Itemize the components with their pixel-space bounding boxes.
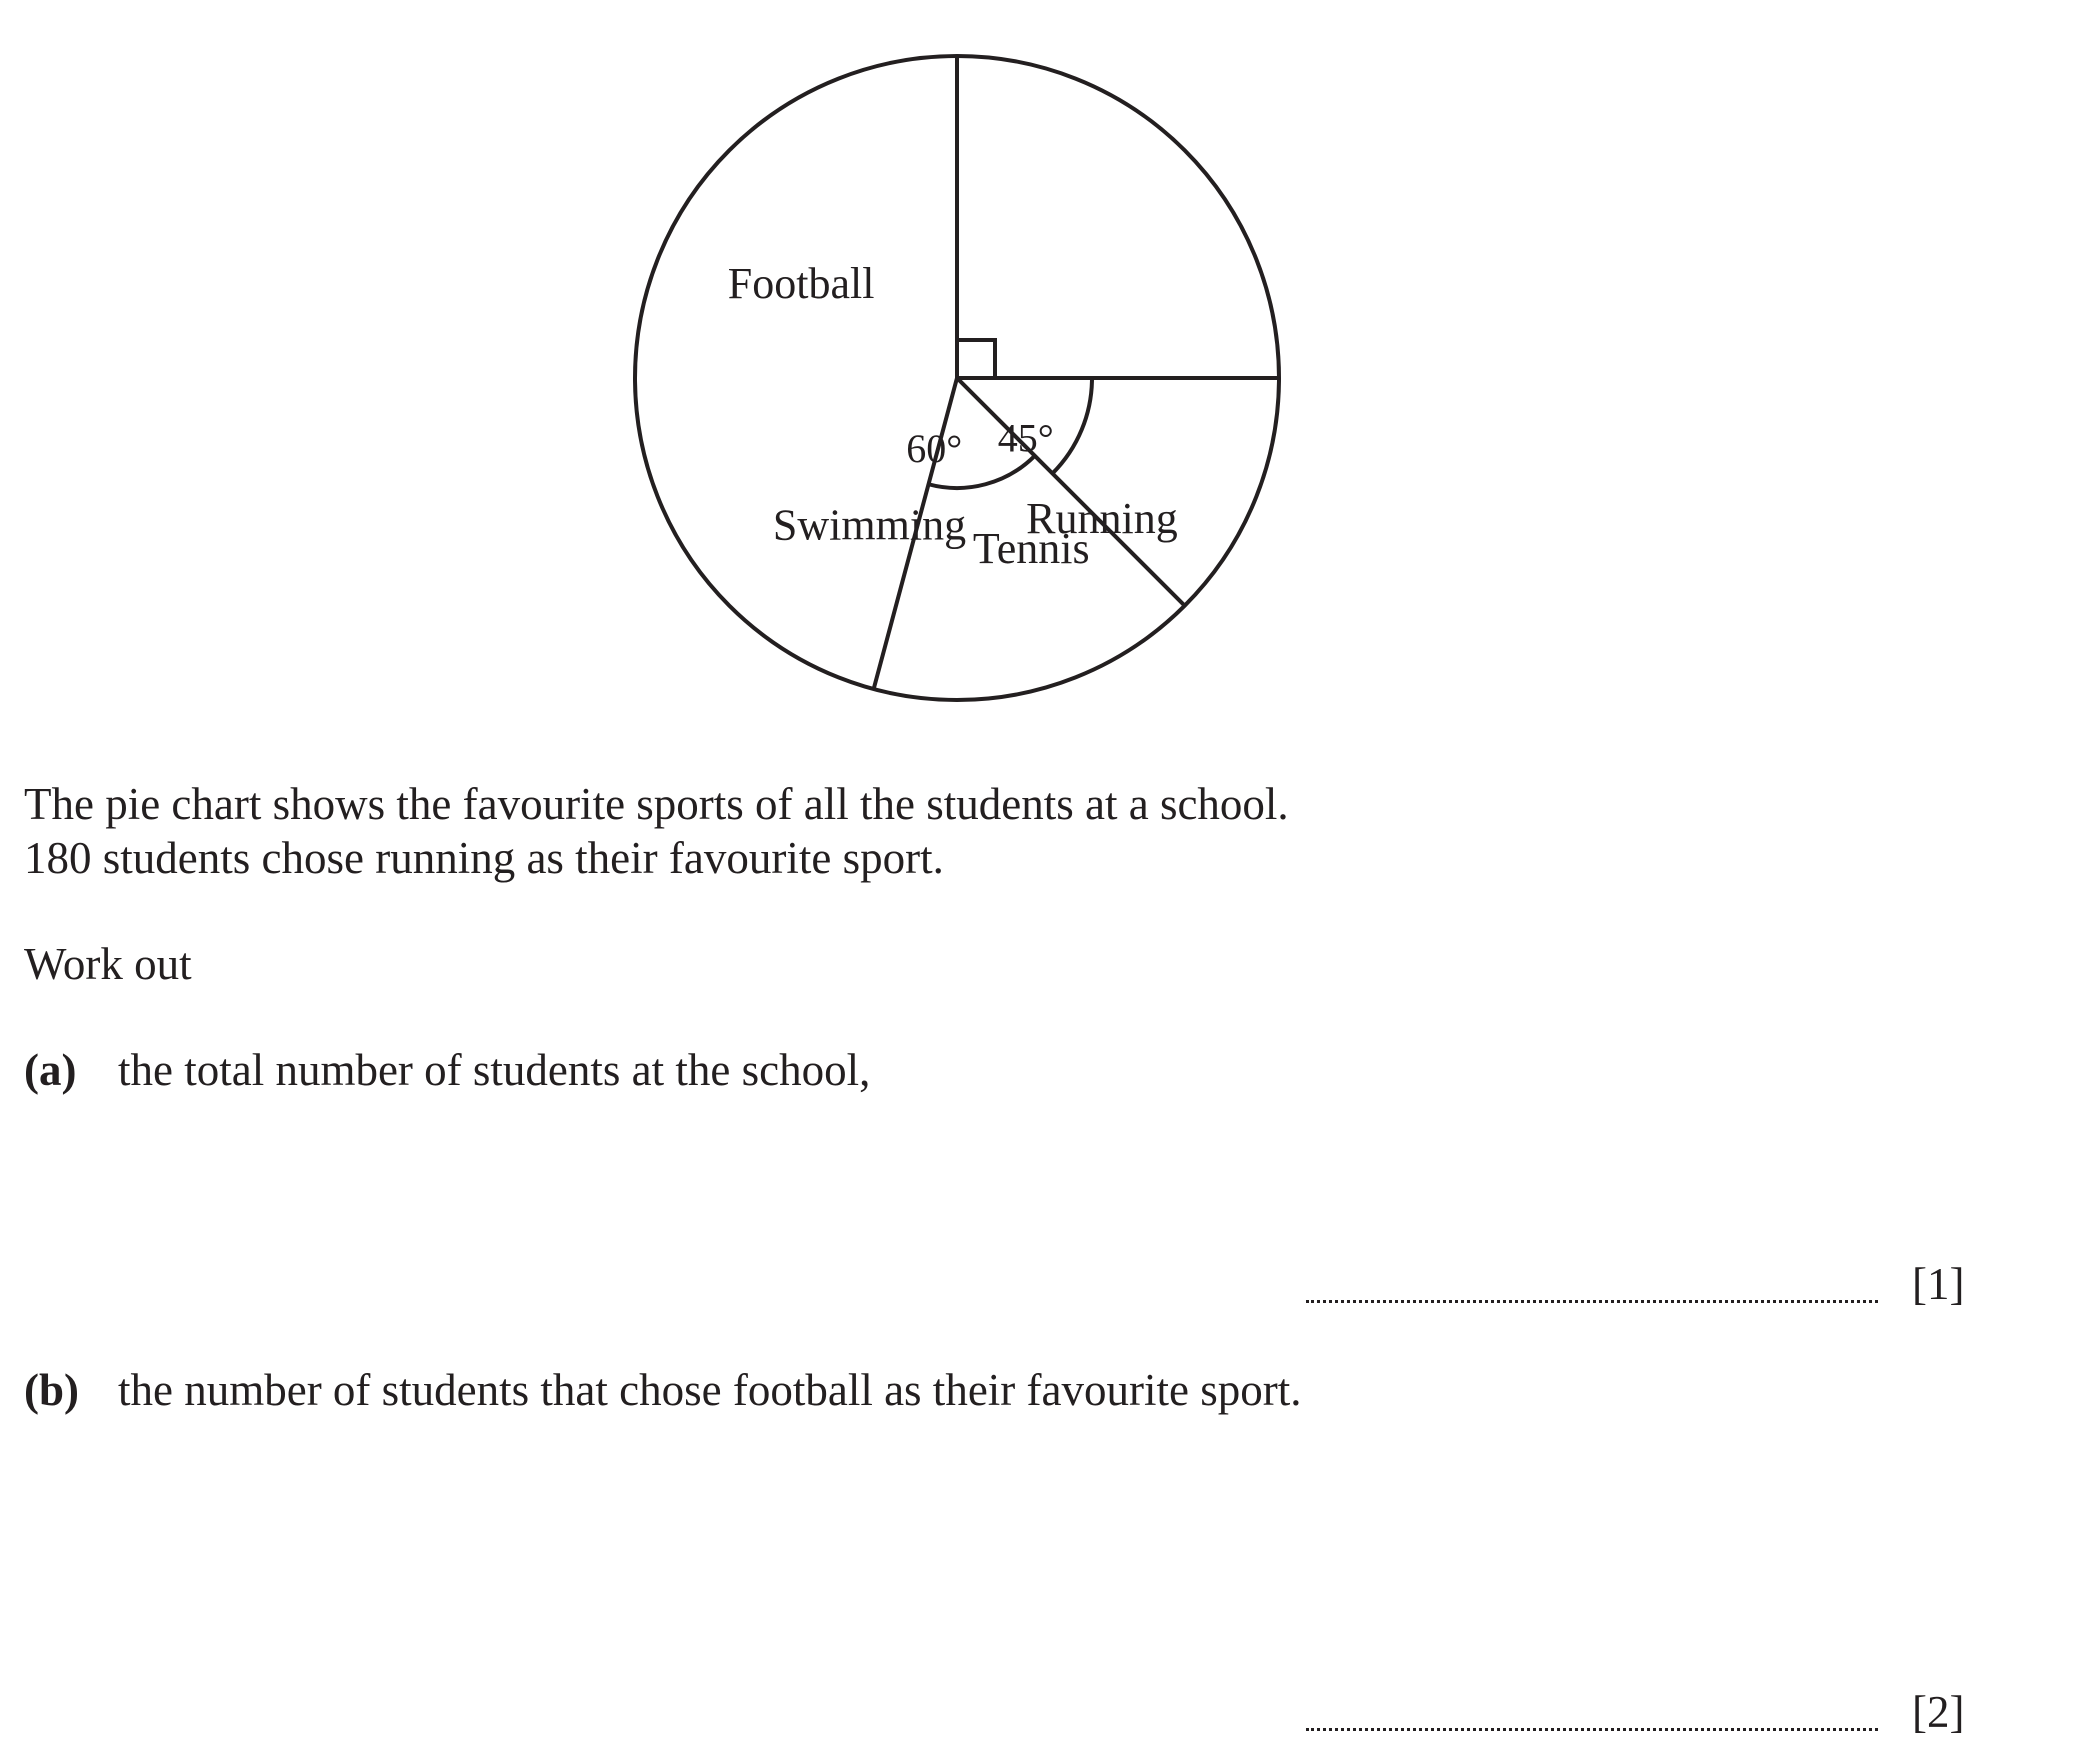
part-b-answer-line[interactable]	[1306, 1728, 1878, 1731]
intro-line-1: The pie chart shows the favourite sports of all the students at a school.	[24, 779, 1289, 829]
angle-label-tennis: 45°	[997, 415, 1054, 461]
part-a-label: (a)	[24, 1045, 77, 1095]
part-a-text: the total number of students at the school,	[118, 1045, 871, 1095]
part-b-marks: [2]	[1912, 1687, 1965, 1737]
angle-label-swimming: 60°	[906, 425, 963, 471]
part-a-marks: [1]	[1912, 1259, 1965, 1309]
slice-label-tennis: Tennis	[972, 523, 1090, 573]
instruction: Work out	[24, 939, 192, 989]
angle-arc-tennis	[1052, 378, 1092, 473]
part-a-answer-line[interactable]	[1306, 1300, 1878, 1303]
slice-label-swimming: Swimming	[772, 500, 967, 550]
pie-chart	[600, 40, 1300, 720]
slice-label-football: Football	[727, 259, 875, 309]
part-b-text: the number of students that chose football as their favourite sport.	[118, 1365, 1302, 1415]
part-b-label: (b)	[24, 1365, 79, 1415]
right-angle-marker	[957, 340, 995, 378]
slice-label-running: Running	[1026, 494, 1178, 544]
intro-line-2: 180 students chose running as their favourite sport.	[24, 833, 944, 883]
